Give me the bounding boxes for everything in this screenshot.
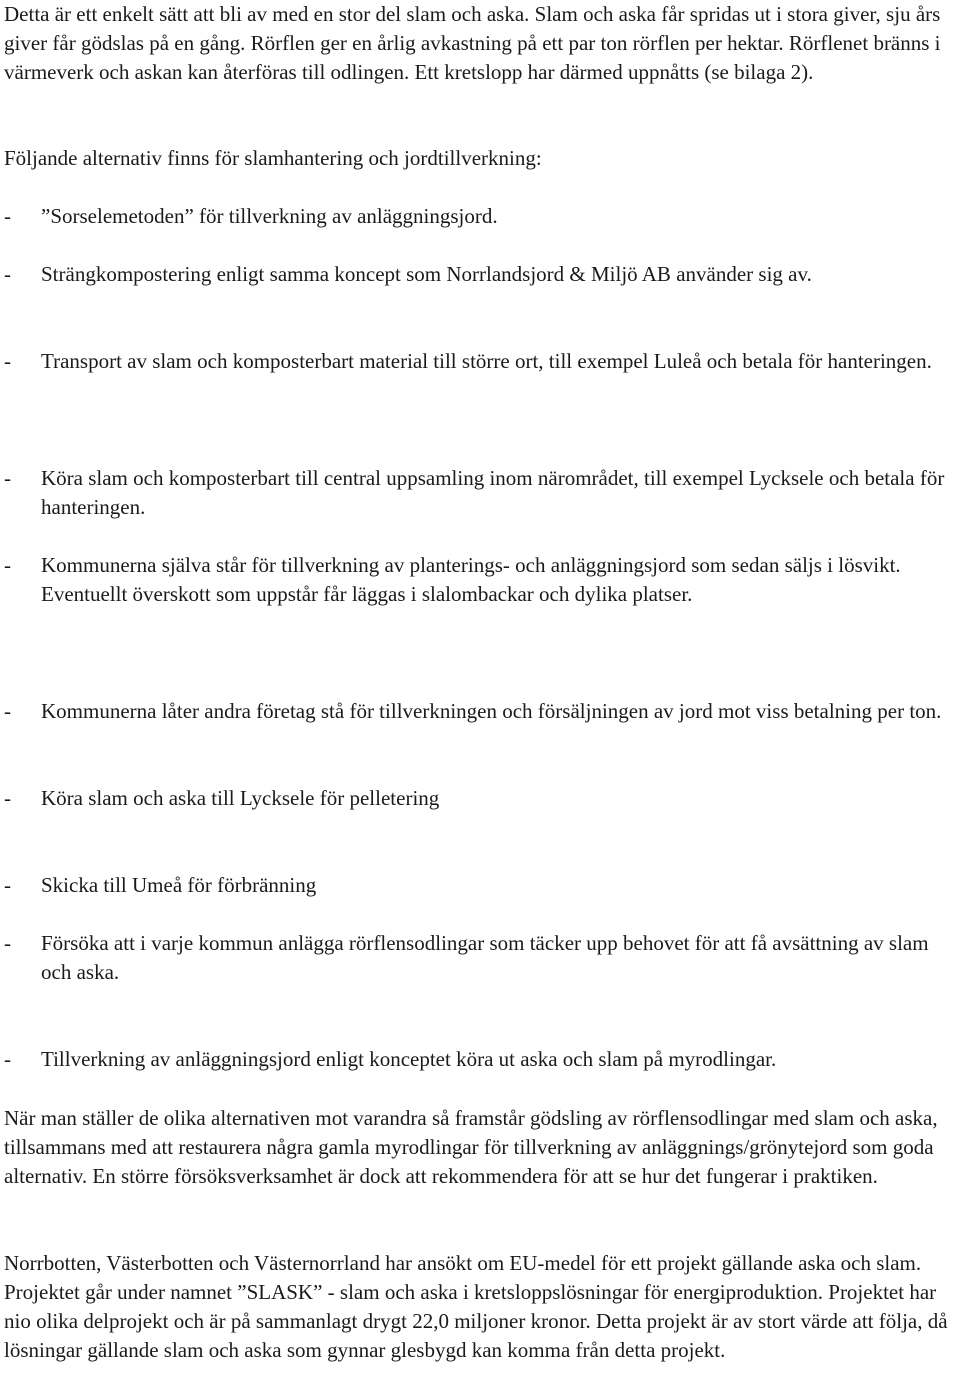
- list-item-text: Transport av slam och komposterbart material till större ort, till exempel Luleå och betala för hanteringen.: [41, 349, 932, 373]
- bullet-dash: -: [4, 1047, 11, 1071]
- list-item-text: Köra slam och aska till Lycksele för pelletering: [41, 786, 440, 810]
- bullet-dash: -: [4, 262, 11, 286]
- list-item-text: Tillverkning av anläggningsjord enligt konceptet köra ut aska och slam på myrodlingar.: [41, 1047, 777, 1071]
- list-item: [4, 260, 954, 289]
- list-item-text: Kommunerna själva står för tillverkning av planterings- och anläggningsjord som sedan säljs i lösvikt. Eventuellt överskott som uppstår får läggas i slalombackar och dylika platser.: [41, 553, 901, 606]
- bullet-dash: -: [4, 699, 11, 723]
- list-item: [4, 871, 954, 900]
- alternatives-lead-paragraph: Följande alternativ finns för slamhantering och jordtillverkning:: [4, 146, 542, 170]
- bullet-dash: -: [4, 786, 11, 810]
- list-item: [4, 1045, 954, 1074]
- list-item: [4, 464, 954, 522]
- bullet-dash: -: [4, 466, 11, 490]
- list-item-text: ”Sorselemetoden” för tillverkning av anläggningsjord.: [41, 204, 498, 228]
- list-item: [4, 784, 954, 813]
- bullet-dash: -: [4, 873, 11, 897]
- bullet-dash: -: [4, 349, 11, 373]
- list-item: [4, 929, 954, 987]
- comparison-paragraph: När man ställer de olika alternativen mot varandra så framstår gödsling av rörflensodlingar med slam och aska, tillsammans med att restaurera några gamla myrodlingar för tillverkning av anläggnings/grönytejord som goda alternativ. En större försöksverksamhet är dock att rekommendera för att se hur det fungerar i praktiken.: [4, 1106, 938, 1188]
- list-item-text: Strängkompostering enligt samma koncept som Norrlandsjord & Miljö AB använder sig av.: [41, 262, 812, 286]
- list-item-text: Försöka att i varje kommun anlägga rörflensodlingar som täcker upp behovet för att få avsättning av slam och aska.: [41, 931, 929, 984]
- list-item-text: Köra slam och komposterbart till central uppsamling inom närområdet, till exempel Lycksele och betala för hanteringen.: [41, 466, 945, 519]
- list-item: [4, 347, 954, 376]
- project-paragraph: Norrbotten, Västerbotten och Västernorrland har ansökt om EU-medel för ett projekt gällande aska och slam. Projektet går under namnet ”SLASK” - slam och aska i kretsloppslösningar för energiproduktion. Projektet har nio olika delprojekt och är på sammanlagt drygt 22,0 miljoner kronor. Detta projekt är av stort värde att följa, då lösningar gällande slam och aska som gynnar glesbygd kan komma från detta projekt.: [4, 1251, 948, 1362]
- bullet-dash: -: [4, 931, 11, 955]
- list-item-text: Skicka till Umeå för förbränning: [41, 873, 317, 897]
- bullet-dash: -: [4, 204, 11, 228]
- list-item-text: Kommunerna låter andra företag stå för tillverkningen och försäljningen av jord mot viss betalning per ton.: [41, 699, 942, 723]
- intro-paragraph: Detta är ett enkelt sätt att bli av med en stor del slam och aska. Slam och aska får spridas ut i stora giver, sju års giver får gödslas på en gång. Rörflen ger en årlig avkastning på ett par ton rörflen per hektar. Rörflenet bränns i värmeverk och askan kan återföras till odlingen. Ett kretslopp har därmed uppnåtts (se bilaga 2).: [4, 2, 941, 84]
- bullet-dash: -: [4, 553, 11, 577]
- list-item: [4, 551, 954, 609]
- list-item: [4, 202, 954, 231]
- list-item: [4, 697, 954, 726]
